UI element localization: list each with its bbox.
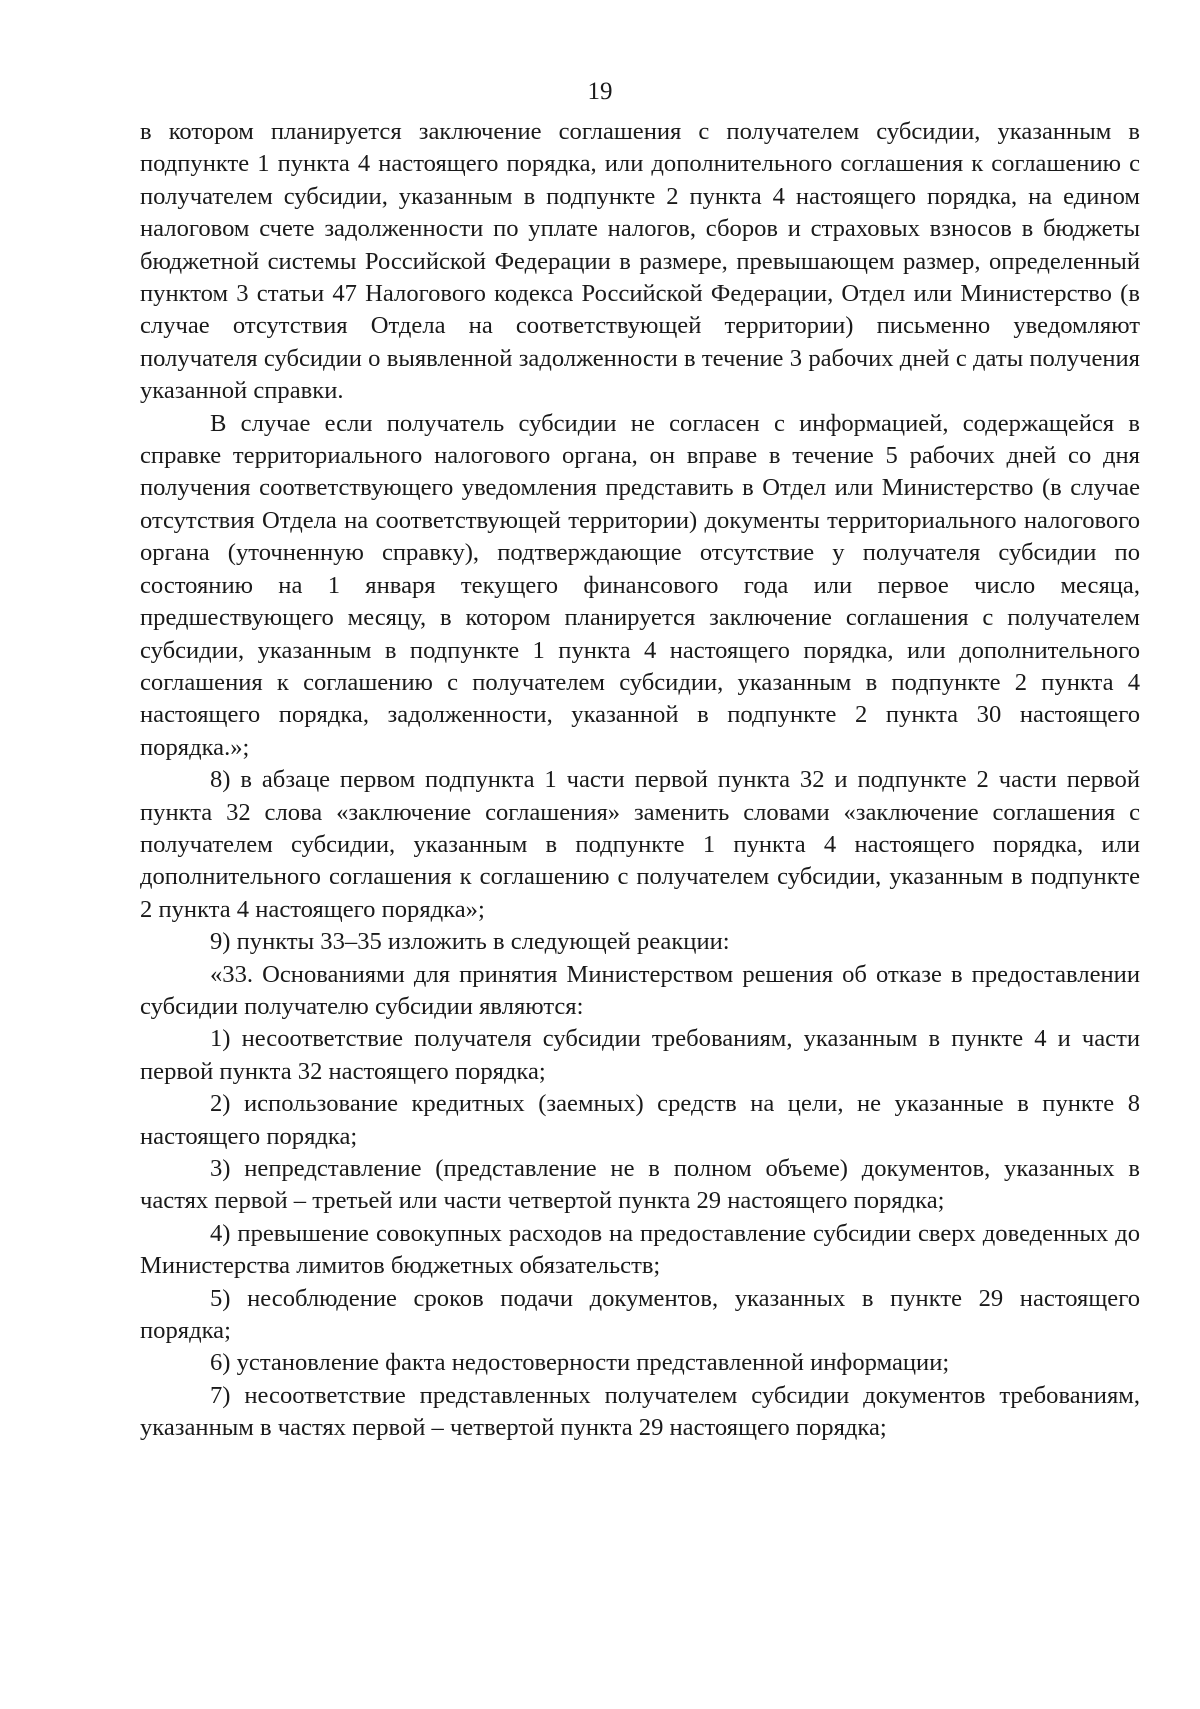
document-body xyxy=(140,116,1140,1445)
page-number: 19 xyxy=(587,78,613,105)
list-item-2: 2) использование кредитных (заемных) средств на цели, не указанные в пункте 8 настоящего порядка; xyxy=(140,1090,1140,1150)
paragraph-item-8: 8) в абзаце первом подпункта 1 части первой пункта 32 и подпункте 2 части первой пункта 32 слова «заключение соглашения» заменить словами «заключение соглашения с получателем субсидии, указанным в подпункте 1 пункта 4 настоящего порядка, или дополнительного соглашения к соглашению с получателем субсидии, указанным в подпункте 2 пункта 4 настоящего порядка»; xyxy=(140,766,1140,923)
list-item-7: 7) несоответствие представленных получателем субсидии документов требованиям, указанным в частях первой – четвертой пункта 29 настоящего порядка; xyxy=(140,1381,1140,1442)
paragraph-disagreement: В случае если получатель субсидии не согласен с информацией, содержащейся в справке территориального налогового органа, он вправе в течение 5 рабочих дней со дня получения соответствующего уведомления представить в Отдел или Министерство (в случае отсутствия Отдела на соответствующей территории) документы территориального налогового органа (уточненную справку), подтверждающие отсутствие у получателя субсидии по состоянию на 1 января текущего финансового года или первое число месяца, предшествующего месяцу, в котором планируется заключение соглашения с получателем субсидии, указанным в подпункте 1 пункта 4 настоящего порядка, или дополнительного соглашения к соглашению с получателем субсидии, указанным в подпункте 2 пункта 4 настоящего порядка, задолженности, указанной в подпункте 2 пункта 30 настоящего порядка.»; xyxy=(140,409,1140,761)
paragraph-continuation: в котором планируется заключение соглашения с получателем субсидии, указанным в подпункте 1 пункта 4 настоящего порядка, или дополнительного соглашения к соглашению с получателем субсидии, указанным в подпункте 2 пункта 4 настоящего порядка, на едином налоговом счете задолженности по уплате налогов, сборов и страховых взносов в бюджеты бюджетной системы Российской Федерации в размере, превышающем размер, определенный пунктом 3 статьи 47 Налогового кодекса Российской Федерации, Отдел или Министерство (в случае отсутствия Отдела на соответствующей территории) письменно уведомляют получателя субсидии о выявленной задолженности в течение 3 рабочих дней с даты получения указанной справки. xyxy=(140,118,1140,405)
paragraph-item-9: 9) пункты 33–35 изложить в следующей реакции: xyxy=(210,928,730,956)
list-item-6: 6) установление факта недостоверности представленной информации; xyxy=(210,1349,950,1377)
list-item-5: 5) несоблюдение сроков подачи документов, указанных в пункте 29 настоящего порядка; xyxy=(140,1284,1140,1345)
list-item-4: 4) превышение совокупных расходов на предоставление субсидии сверх доведенных до Министерства лимитов бюджетных обязательств; xyxy=(140,1219,1140,1280)
list-item-3: 3) непредставление (представление не в полном объеме) документов, указанных в частях первой – третьей или части четвертой пункта 29 настоящего порядка; xyxy=(140,1155,1140,1215)
paragraph-point-33: «33. Основаниями для принятия Министерством решения об отказе в предоставлении субсидии получателю субсидии являются: xyxy=(140,960,1140,1020)
list-item-1: 1) несоответствие получателя субсидии требованиям, указанным в пункте 4 и части первой пункта 32 настоящего порядка; xyxy=(140,1025,1140,1085)
